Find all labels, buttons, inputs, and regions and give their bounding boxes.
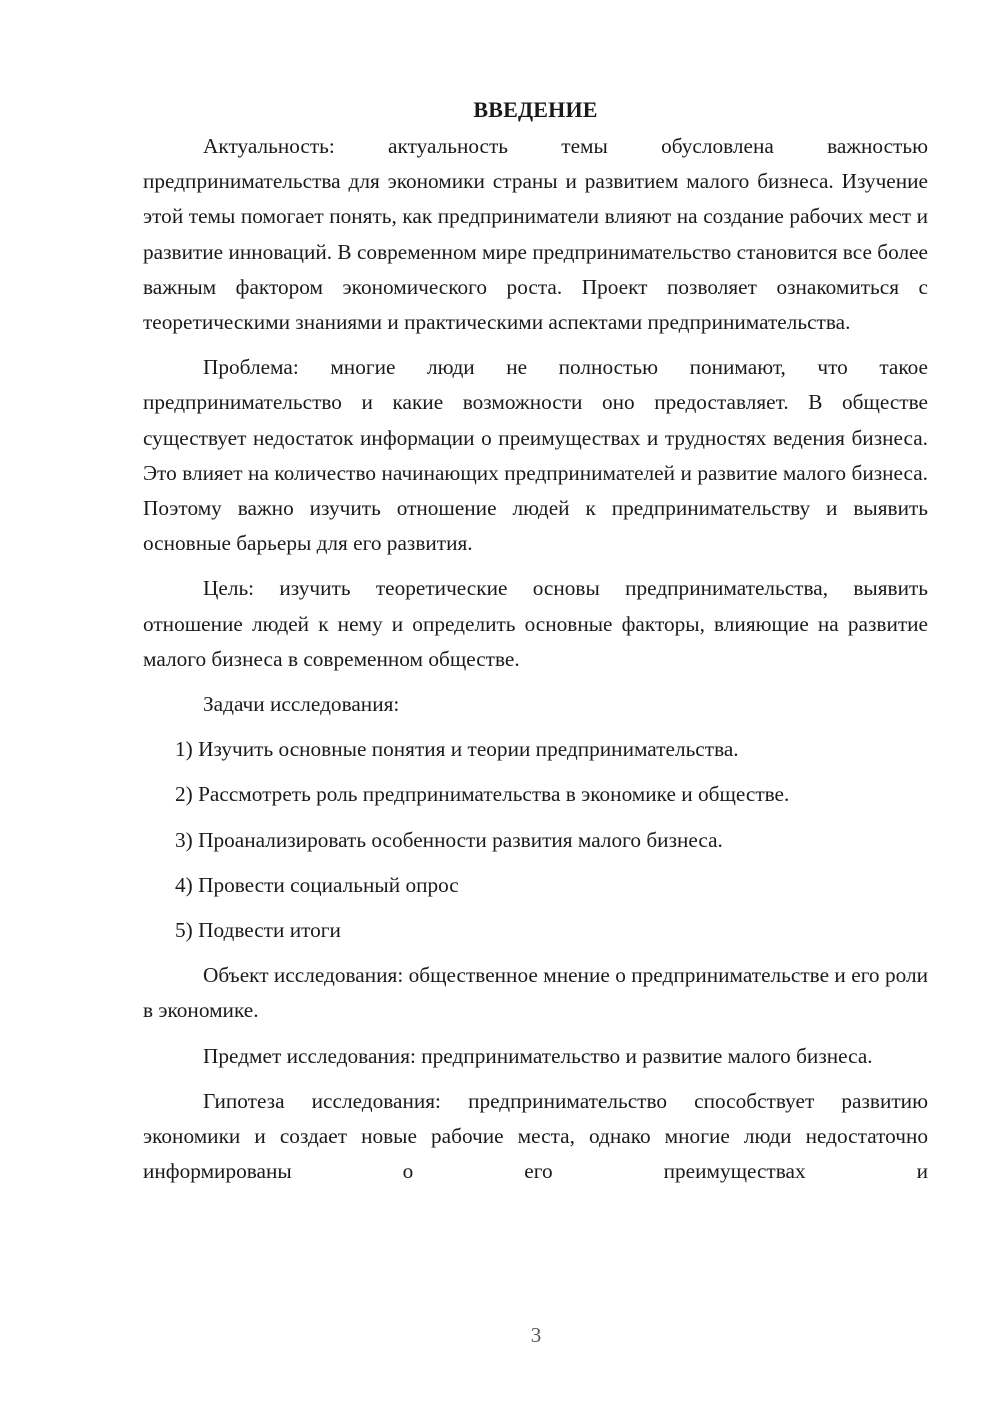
subject-paragraph: Предмет исследования: предпринимательство и развитие малого бизнеса. (203, 1043, 873, 1068)
page-number: 3 (530, 1323, 542, 1347)
task-item: 1) Изучить основные понятия и теории предпринимательства. (175, 737, 739, 762)
hypothesis-paragraph: Гипотеза исследования: предпринимательство способствует развитию экономики и создает новые рабочие места, однако многие люди недостаточно информированы о его преимуществах и (143, 1088, 928, 1184)
task-item: 5) Подвести итоги (175, 918, 341, 943)
task-item: 4) Провести социальный опрос (175, 872, 459, 897)
problem-paragraph: Проблема: многие люди не полностью понимают, что такое предпринимательство и какие возможности оно предоставляет. В обществе существует недостаток информации о преимуществах и трудностях ведения бизнеса. Это влияет на количество начинающих предпринимателей и развитие малого бизнеса. Поэтому важно изучить отношение людей к предпринимательству и выявить основные барьеры для его развития. (143, 355, 928, 556)
page-title: ВВЕДЕНИЕ (473, 97, 598, 122)
tasks-heading: Задачи исследования: (203, 692, 400, 717)
object-paragraph: Объект исследования: общественное мнение о предпринимательстве и его роли в экономике. (143, 963, 928, 1023)
goal-paragraph: Цель: изучить теоретические основы предпринимательства, выявить отношение людей к нему и определить основные факторы, влияющие на развитие малого бизнеса в современном обществе. (143, 576, 928, 671)
document-page (143, 92, 928, 1199)
task-item: 3) Проанализировать особенности развития малого бизнеса. (175, 827, 723, 852)
tasks-list (143, 732, 928, 948)
task-item: 2) Рассмотреть роль предпринимательства в экономике и обществе. (175, 782, 790, 807)
relevance-paragraph: Актуальность: актуальность темы обусловлена важностью предпринимательства для экономики страны и развитием малого бизнеса. Изучение этой темы помогает понять, как предприниматели влияют на создание рабочих мест и развитие инноваций. В современном мире предпринимательство становится все более важным фактором экономического роста. Проект позволяет ознакомиться с теоретическими знаниями и практическими аспектами предпринимательства. (143, 134, 928, 335)
